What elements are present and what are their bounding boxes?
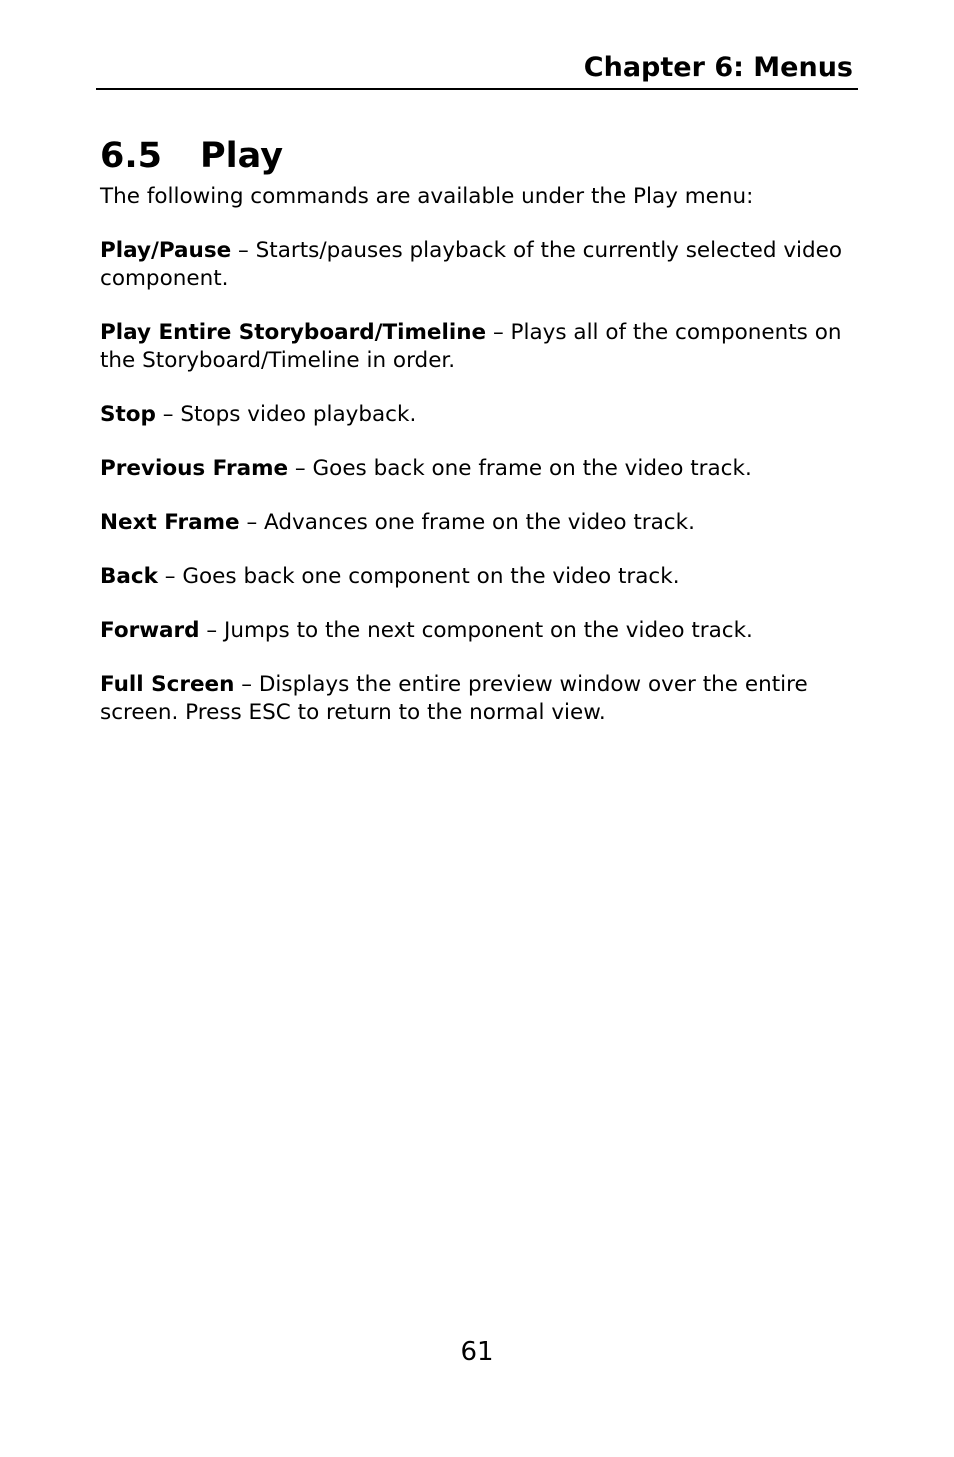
- command-stop: [100, 401, 852, 429]
- command-term: Play Entire Storyboard/Timeline: [100, 320, 487, 345]
- command-description: – Goes back one frame on the video track.: [288, 456, 752, 481]
- command-term: Forward: [100, 618, 200, 643]
- command-previous-frame: [100, 455, 852, 483]
- chapter-title: Chapter 6: Menus: [583, 52, 853, 83]
- section-heading: [100, 133, 283, 179]
- command-term: Next Frame: [100, 510, 240, 535]
- command-term: Stop: [100, 402, 156, 427]
- command-term: Play/Pause: [100, 238, 232, 263]
- command-description: – Plays all of the components on the Storyboard/Timeline in order.: [100, 320, 842, 373]
- section-title: Play: [200, 136, 284, 176]
- section-number: 6.5: [100, 136, 163, 176]
- command-term: Back: [100, 564, 158, 589]
- command-description: – Starts/pauses playback of the currently selected video component.: [100, 238, 843, 291]
- section-body: [100, 183, 852, 753]
- command-back: [100, 563, 852, 591]
- command-description: – Advances one frame on the video track.: [239, 510, 695, 535]
- command-term: Previous Frame: [100, 456, 289, 481]
- command-description: – Displays the entire preview window over the entire screen. Press ESC to return to the normal view.: [100, 672, 808, 725]
- command-term: Full Screen: [100, 672, 235, 697]
- command-description: – Goes back one component on the video track.: [157, 564, 680, 589]
- command-description: – Jumps to the next component on the video track.: [199, 618, 753, 643]
- command-next-frame: [100, 509, 852, 537]
- command-play-pause: [100, 237, 852, 293]
- command-description: – Stops video playback.: [155, 402, 417, 427]
- page-number: 61: [460, 1337, 494, 1367]
- running-header: [96, 50, 858, 90]
- intro-paragraph: The following commands are available under the Play menu:: [100, 184, 754, 209]
- command-forward: [100, 617, 852, 645]
- command-play-entire: [100, 319, 852, 375]
- command-full-screen: [100, 671, 852, 727]
